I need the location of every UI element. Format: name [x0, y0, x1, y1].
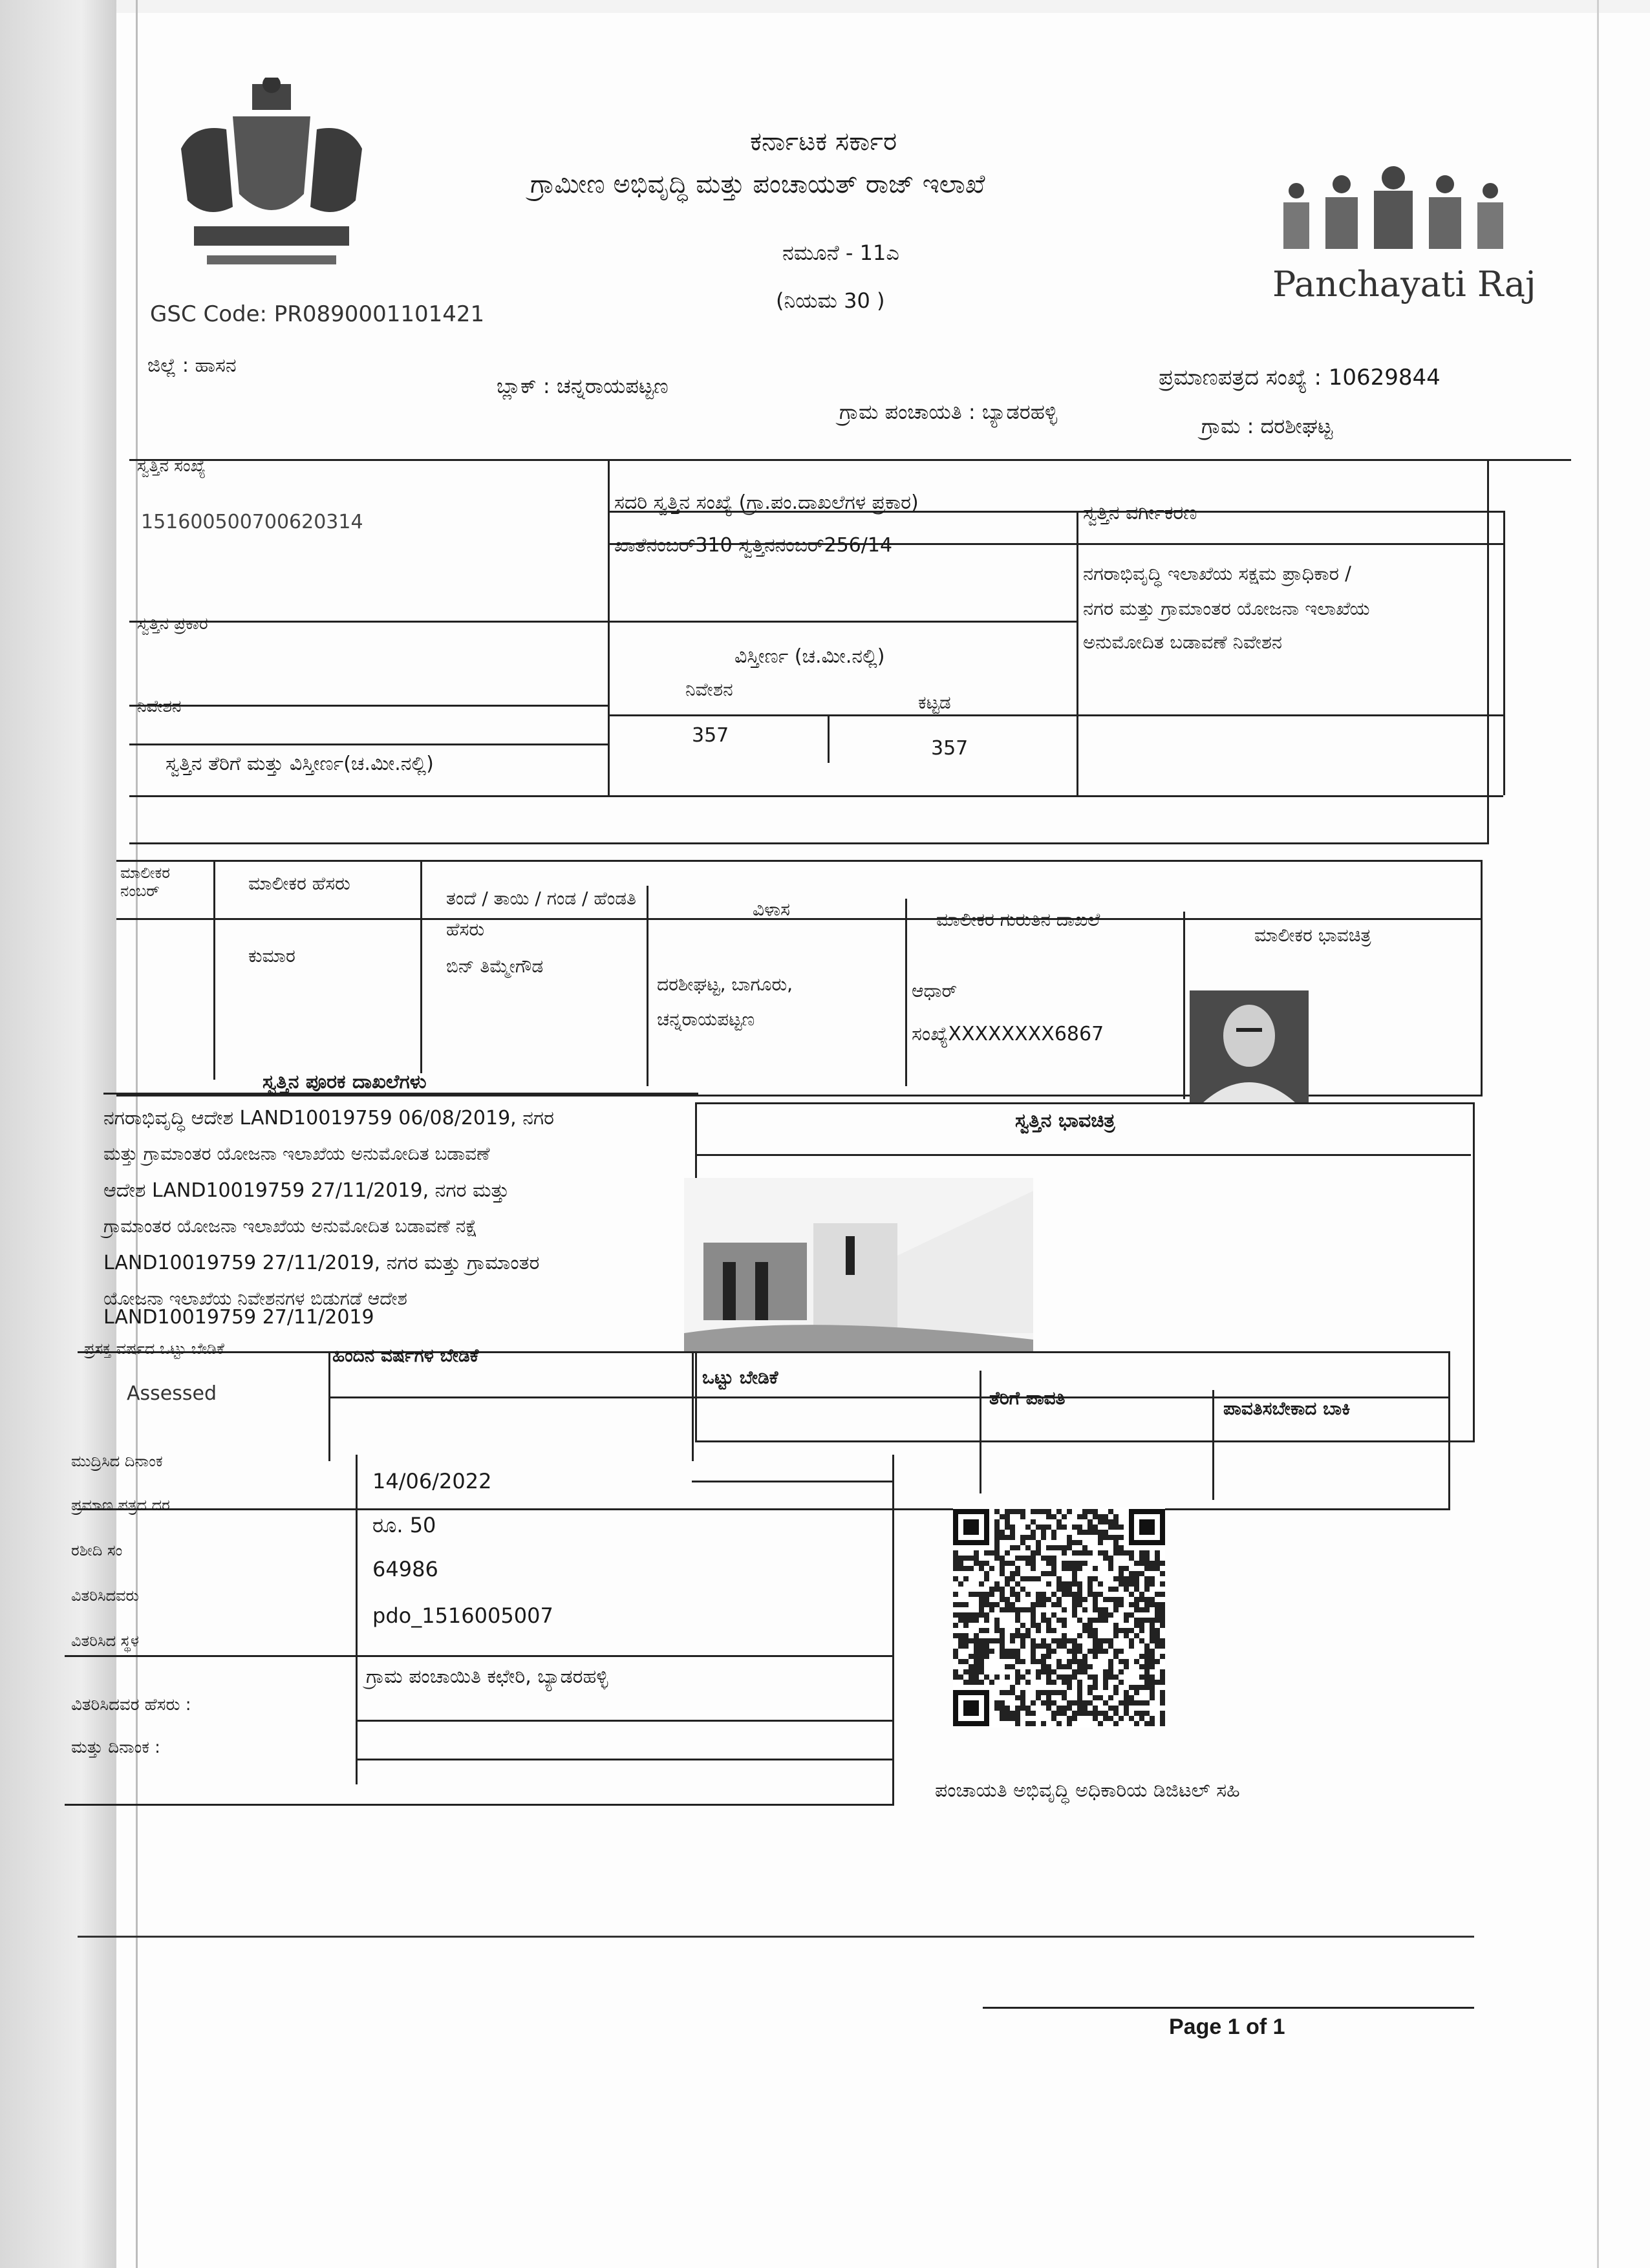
- site-area-value: 357: [692, 724, 729, 747]
- rule-number: (ನಿಯಮ 30 ): [776, 288, 885, 313]
- property-class-line-2: ನಗರ ಮತ್ತು ಗ್ರಾಮಾಂತರ ಯೋಜನಾ ಇಲಾಖೆಯ: [1083, 597, 1370, 619]
- tax-current-value: Assessed: [127, 1382, 217, 1405]
- property-class-line-1: ನಗರಾಭಿವೃದ್ಧಿ ಇಲಾಖೆಯ ಸಕ್ಷಮ ಪ್ರಾಧಿಕಾರ /: [1083, 562, 1351, 584]
- document-line-2: ಮತ್ತು ಗ್ರಾಮಾಂತರ ಯೋಜನಾ ಇಲಾಖೆಯ ಅನುಮೋದಿತ ಬಡಾವಣೆ: [103, 1143, 490, 1164]
- issue-place: ಗ್ರಾಮ ಪಂಚಾಯಿತಿ ಕಛೇರಿ, ಬ್ಯಾಡರಹಳ್ಳಿ: [366, 1665, 608, 1688]
- page-edge: [1597, 0, 1599, 2268]
- document-line-4: ಗ್ರಾಮಾಂತರ ಯೋಜನಾ ಇಲಾಖೆಯ ಅನುಮೋದಿತ ಬಡಾವಣೆ ನಕ್ಷೆ: [103, 1215, 478, 1237]
- panchayati-raj-logo-text: Panchayati Raj: [1272, 264, 1536, 305]
- karnataka-emblem: [155, 78, 388, 284]
- form-number: ನಮೂನೆ - 11ಎ: [782, 241, 899, 265]
- document-line-6: ಯೋಜನಾ ಇಲಾಖೆಯ ನಿವೇಶನಗಳ ಬಿಡುಗಡೆ ಆದೇಶ: [103, 1288, 407, 1309]
- issue-printed-date: 14/06/2022: [372, 1469, 492, 1493]
- property-id-label: ಸ್ವತ್ತಿನ ಸಂಖ್ಯೆ: [137, 456, 206, 476]
- property-class-label: ಸ್ವತ್ತಿನ ವರ್ಗೀಕರಣ: [1083, 502, 1197, 524]
- page-crease: [136, 0, 138, 2268]
- owner-header-number: ಮಾಲೀಕರ ನಂಬರ್: [120, 864, 170, 900]
- document-line-3: ಆದೇಶ LAND10019759 27/11/2019, ನಗರ ಮತ್ತು: [103, 1179, 509, 1202]
- owner-address-line-2: ಚನ್ನರಾಯಪಟ್ಟಣ: [657, 1009, 755, 1030]
- owner-address-line-1: ದರಶೀಘಟ್ಟ, ಬಾಗೂರು,: [657, 974, 793, 995]
- property-regno-label: ಸದರಿ ಸ್ವತ್ತಿನ ಸಂಖ್ಯೆ (ಗ್ರಾ.ಪಂ.ದಾಖಲೆಗಳ ಪ್ರಕಾರ): [614, 491, 919, 514]
- issue-label-place: ವಿತರಿಸಿದ ಸ್ಥಳ: [71, 1632, 139, 1650]
- issue-receipt: 64986: [372, 1557, 438, 1581]
- owner-name: ಕುಮಾರ: [248, 945, 295, 967]
- gsc-code: GSC Code: PR0890001101421: [150, 301, 485, 327]
- owner-id-type: ಆಧಾರ್: [912, 980, 958, 1001]
- owner-relation: ಬಿನ್ ತಿಮ್ಮೇಗೌಡ: [446, 956, 544, 977]
- site-label: ನಿವೇಶನ: [685, 679, 733, 700]
- tax-header-previous: ಹಿಂದಿನ ವರ್ಷಗಳ ಬೇಡಿಕೆ: [332, 1345, 479, 1366]
- document-line-5: LAND10019759 27/11/2019, ನಗರ ಮತ್ತು ಗ್ರಾಮಾಂತರ: [103, 1252, 540, 1274]
- site-row-label: ನಿವೇಶನ: [137, 697, 182, 716]
- certificate-number: ಪ್ರಮಾಣಪತ್ರದ ಸಂಖ್ಯೆ : 10629844: [1159, 365, 1441, 390]
- village: ಗ್ರಾಮ : ದರಶೀಘಟ್ಟ: [1201, 414, 1333, 438]
- property-photo-label: ಸ್ವತ್ತಿನ ಭಾವಚಿತ್ರ: [1015, 1109, 1115, 1132]
- panchayati-raj-logo: [1270, 165, 1516, 262]
- issue-label-printed-date: ಮುದ್ರಿಸಿದ ದಿನಾಂಕ: [71, 1452, 163, 1470]
- property-photo: [684, 1178, 1033, 1353]
- issue-fee: ರೂ. 50: [372, 1513, 436, 1537]
- tax-header-balance: ಪಾವತಿಸಬೇಕಾದ ಬಾಕಿ: [1223, 1398, 1351, 1419]
- document-line-1: ನಗರಾಭಿವೃದ್ಧಿ ಆದೇಶ LAND10019759 06/08/2019, ನಗರ: [103, 1107, 555, 1129]
- owner-header-id: ಮಾಲೀಕರ ಗುರುತಿನ ದಾಖಲೆ: [936, 909, 1100, 930]
- issue-issued-by: pdo_1516005007: [372, 1603, 553, 1628]
- digital-signature-label: ಪಂಚಾಯತಿ ಅಭಿವೃದ್ಧಿ ಅಧಿಕಾರಿಯ ಡಿಜಿಟಲ್ ಸಹಿ: [935, 1779, 1240, 1802]
- page-fold-shadow: [0, 0, 116, 2268]
- tax-header-total: ಒಟ್ಟು ಬೇಡಿಕೆ: [702, 1367, 778, 1388]
- govt-title: ಕರ್ನಾಟಕ ಸರ್ಕಾರ: [750, 127, 897, 156]
- issue-label-fee: ಪ್ರಮಾಣ ಪತ್ರದ ದರ: [71, 1496, 170, 1514]
- building-label: ಕಟ್ಟಡ: [918, 692, 951, 713]
- owner-id-value: ಸಂಖ್ಯೆXXXXXXXX6867: [912, 1023, 1104, 1045]
- property-type-label: ಸ್ವತ್ತಿನ ಪ್ರಕಾರ: [137, 614, 208, 634]
- issue-label-issued-by: ವಿತರಿಸಿದವರು: [71, 1587, 139, 1605]
- tax-header-paid: ತೆರಿಗೆ ಪಾವತಿ: [989, 1387, 1066, 1409]
- department-title: ಗ್ರಾಮೀಣ ಅಭಿವೃದ್ಧಿ ಮತ್ತು ಪಂಚಾಯತ್ ರಾಜ್ ಇಲಾಖೆ: [530, 169, 985, 199]
- qr-code: [953, 1508, 1165, 1728]
- property-class-line-3: ಅನುಮೋದಿತ ಬಡಾವಣೆ ನಿವೇಶನ: [1083, 631, 1282, 653]
- property-id-value: 151600500700620314: [141, 511, 363, 533]
- page-number: Page 1 of 1: [1169, 2015, 1285, 2039]
- issue-label-issuer-name: ವಿತರಿಸಿದವರ ಹೆಸರು :: [71, 1695, 191, 1715]
- owner-header-name: ಮಾಲೀಕರ ಹೆಸರು: [248, 873, 350, 894]
- owner-photo: [1190, 990, 1309, 1103]
- property-regno-value: ಖಾತೆನಂಬರ್310 ಸ್ವತ್ತಿನನಂಬರ್256/14: [614, 534, 893, 557]
- tax-header-current: ಪ್ರಸಕ್ತ ವರ್ಷದ ಒಟ್ಟು ಬೇಡಿಕೆ: [84, 1340, 224, 1358]
- tax-area-label: ಸ್ವತ್ತಿನ ತೆರಿಗೆ ಮತ್ತು ವಿಸ್ತೀರ್ಣ(ಚ.ಮೀ.ನಲ್ಲಿ): [166, 753, 434, 775]
- gram-panchayat: ಗ್ರಾಮ ಪಂಚಾಯತಿ : ಬ್ಯಾಡರಹಳ್ಳಿ: [839, 400, 1058, 424]
- owner-header-address: ವಿಳಾಸ: [753, 899, 791, 920]
- documents-title: ಸ್ವತ್ತಿನ ಪೂರಕ ದಾಖಲೆಗಳು: [262, 1071, 427, 1093]
- area-label: ವಿಸ್ತೀರ್ಣ (ಚ.ಮೀ.ನಲ್ಲಿ): [734, 645, 885, 668]
- building-area-value: 357: [931, 737, 969, 760]
- owner-header-relation: ತಂದೆ / ತಾಯಿ / ಗಂಡ / ಹೆಂಡತಿ ಹೆಸರು: [446, 888, 636, 940]
- district: ಜಿಲ್ಲೆ : ಹಾಸನ: [147, 354, 237, 377]
- document-line-7: LAND10019759 27/11/2019: [103, 1306, 374, 1329]
- issue-label-receipt: ರಶೀದಿ ಸಂ: [71, 1541, 123, 1559]
- block: ಬ್ಲಾಕ್ : ಚನ್ನರಾಯಪಟ್ಟಣ: [497, 374, 669, 398]
- issue-label-date: ಮತ್ತು ದಿನಾಂಕ :: [71, 1738, 160, 1757]
- owner-header-photo: ಮಾಲೀಕರ ಭಾವಚಿತ್ರ: [1254, 925, 1371, 946]
- issue-details-table: [65, 1455, 894, 1806]
